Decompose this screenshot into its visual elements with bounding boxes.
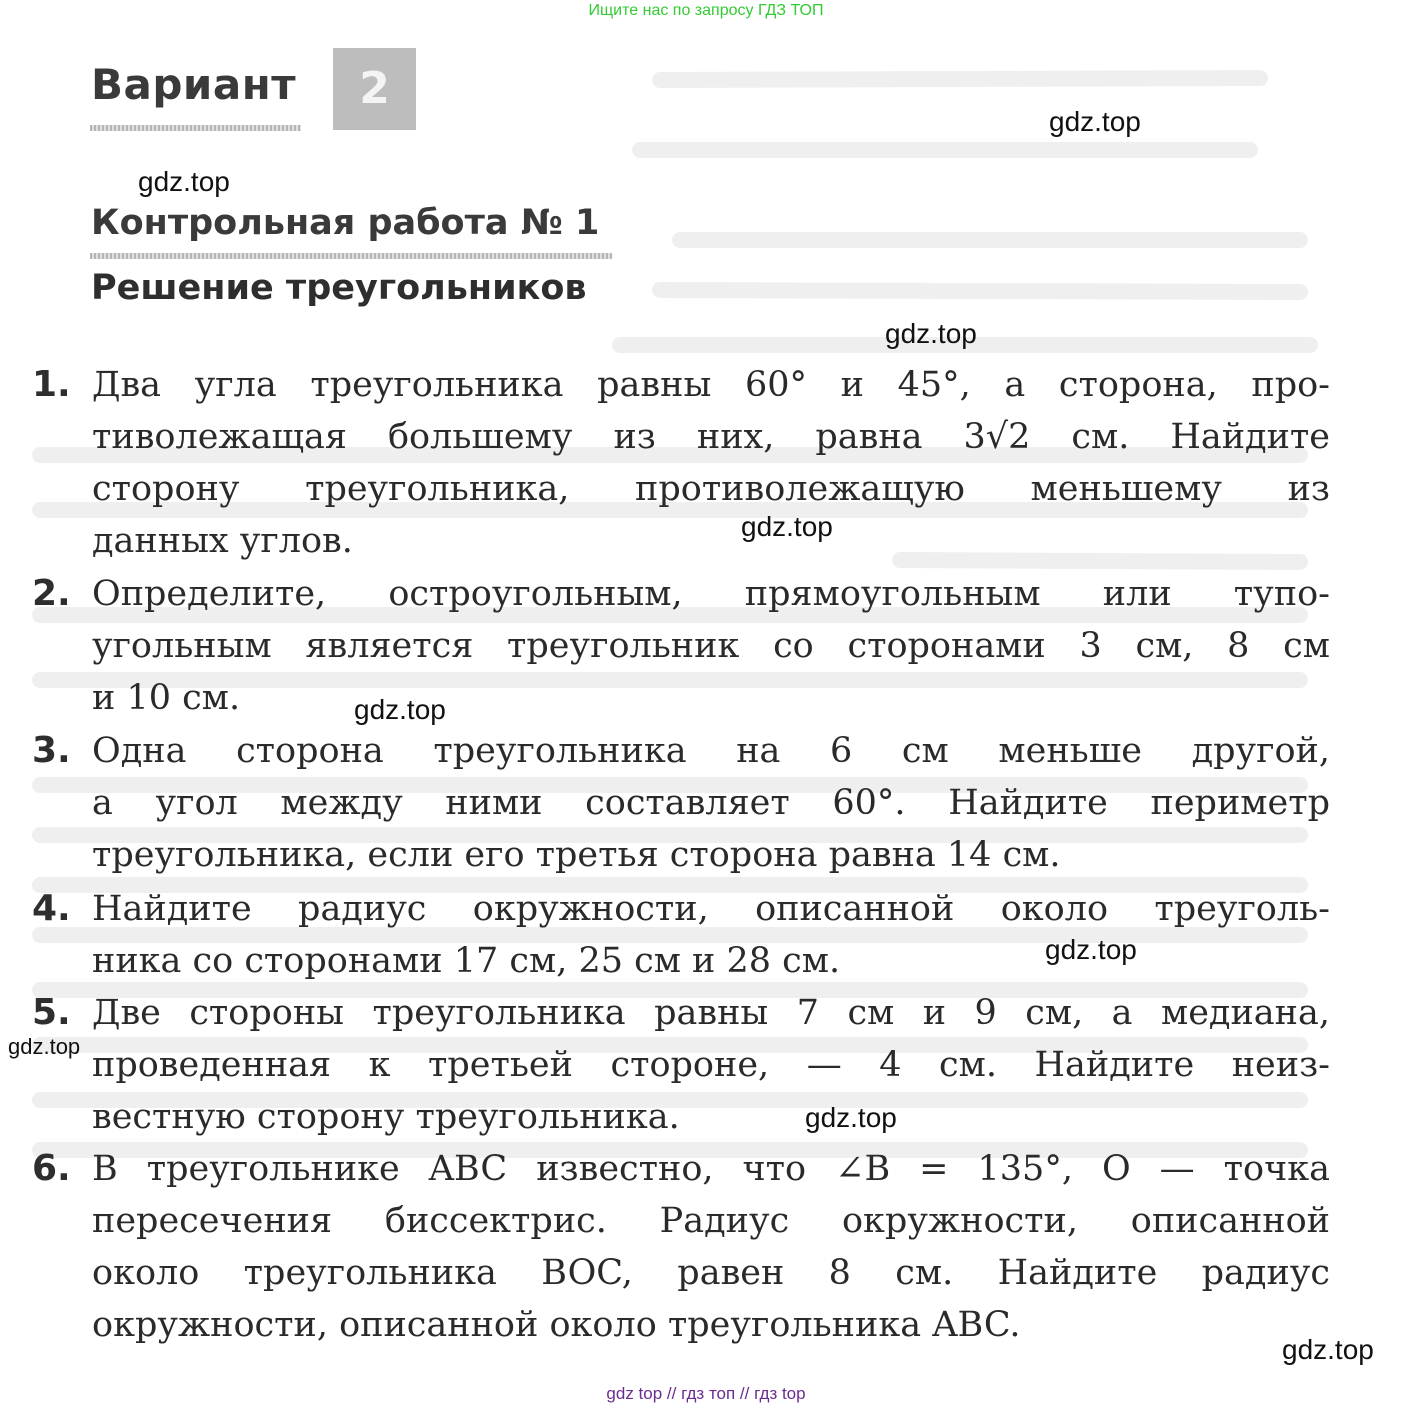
problem-line: около треугольника BOC, равен 8 см. Найдите радиус [92,1253,1330,1293]
variant-underline [90,125,301,131]
variant-label: Вариант [91,60,297,109]
problem-number: 2. [32,573,71,614]
problem-line: тиволежащая большему из них, равна 3√2 см. Найдите [92,417,1330,457]
search-banner[interactable]: Ищите нас по запросу ГДЗ ТОП [588,2,824,19]
watermark: gdz.top [1049,106,1141,137]
problem-line: окружности, описанной около треугольника ABC. [92,1305,1021,1345]
problem-line: Найдите радиус окружности, описанной около треуголь- [92,889,1330,929]
problem-line: данных углов. [92,521,353,561]
problem-line: проведенная к третьей стороне, — 4 см. Найдите неиз- [92,1045,1330,1085]
variant-number-badge: 2 [333,48,416,130]
watermark: gdz.top [1045,934,1137,965]
problem-line: сторону треугольника, противолежащую меньшему из [92,469,1330,509]
problem-line: вестную сторону треугольника. [92,1097,680,1137]
problem-number: 4. [32,888,71,929]
work-title: Контрольная работа № 1 [91,203,600,243]
watermark: gdz.top [8,1034,81,1059]
problem-line: ника со сторонами 17 см, 25 см и 28 см. [92,941,841,981]
watermark: gdz.top [885,318,977,349]
problem-line: В треугольнике ABC известно, что ∠B = 135°, O — точка [92,1149,1330,1189]
watermark: gdz.top [805,1102,897,1133]
problem-line: Две стороны треугольника равны 7 см и 9 см, а медиана, [92,993,1330,1033]
problem-line: угольным является треугольник со сторонами 3 см, 8 см [92,626,1330,666]
problem-line: и 10 см. [92,678,241,718]
problem-number: 5. [32,992,71,1033]
problem-line: Два угла треугольника равны 60° и 45°, а сторона, про- [92,365,1330,405]
problem-line: Одна сторона треугольника на 6 см меньше другой, [92,731,1330,771]
watermark: gdz.top [741,511,833,542]
topic-title: Решение треугольников [91,268,587,308]
work-title-underline [90,253,612,259]
footer-links[interactable]: gdz top // гдз топ // гдз top [606,1384,806,1403]
problem-number: 1. [32,364,71,405]
watermark: gdz.top [138,166,230,197]
watermark: gdz.top [354,694,446,725]
problem-line: треугольника, если его третья сторона равна 14 см. [92,835,1061,875]
problem-number: 3. [32,730,71,771]
watermark: gdz.top [1282,1334,1374,1365]
problem-line: Определите, остроугольным, прямоугольным или тупо- [92,574,1330,614]
problem-line: а угол между ними составляет 60°. Найдите периметр [92,783,1330,823]
problem-number: 6. [32,1148,71,1189]
problem-line: пересечения биссектрис. Радиус окружности, описанной [92,1201,1330,1241]
